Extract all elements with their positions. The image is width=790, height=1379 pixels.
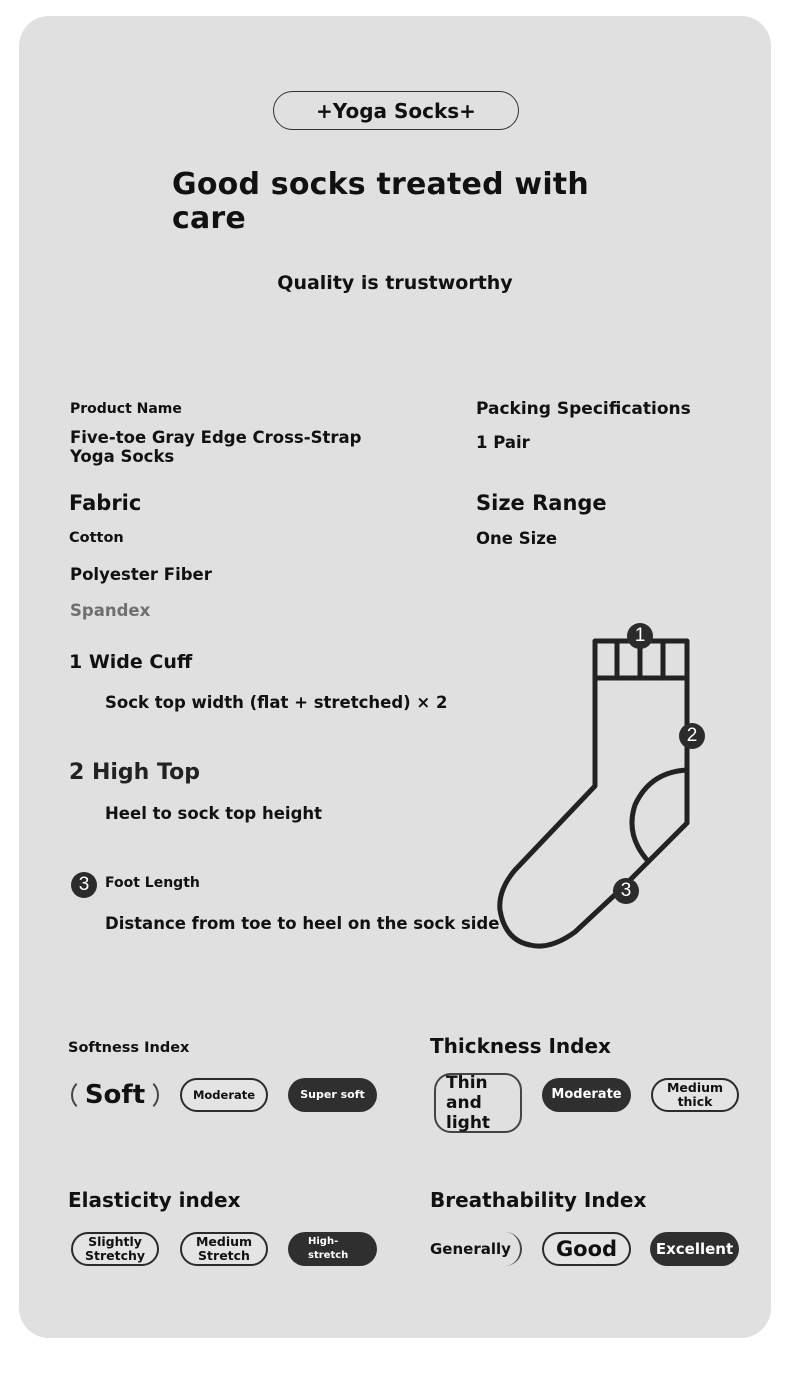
marker-2-icon: 2 (679, 723, 705, 749)
headline: Good socks treated with care (172, 167, 589, 236)
size-label: Size Range (476, 491, 607, 515)
packing-value: 1 Pair (476, 433, 530, 452)
product-name-label: Product Name (70, 401, 182, 417)
measure-foot-length-title: Foot Length (105, 875, 200, 891)
product-tag (273, 91, 519, 130)
softness-option-soft[interactable]: Soft (71, 1078, 159, 1112)
fabric-label: Fabric (69, 491, 142, 515)
breathability-option-generally[interactable]: Generally (430, 1232, 522, 1266)
marker-3-icon: 3 (71, 872, 97, 898)
fabric-cotton: Cotton (69, 530, 124, 546)
elasticity-title: Elasticity index (68, 1188, 241, 1212)
marker-1-icon: 1 (627, 623, 653, 649)
thickness-option-thin[interactable]: Thin and light (434, 1073, 522, 1133)
size-value: One Size (476, 529, 558, 548)
measure-high-top-desc: Heel to sock top height (105, 804, 323, 823)
measure-wide-cuff-desc: Sock top width (flat + stretched) × 2 (105, 693, 448, 712)
breathability-title: Breathability Index (430, 1188, 647, 1212)
marker-3-diagram-icon: 3 (613, 878, 639, 904)
sock-diagram-icon (480, 610, 720, 960)
thickness-option-medium-thick[interactable]: Medium thick (651, 1078, 739, 1112)
measure-foot-length-desc: Distance from toe to heel on the sock side (105, 914, 500, 933)
breathability-option-excellent[interactable]: Excellent (650, 1232, 739, 1266)
fabric-spandex: Spandex (70, 601, 151, 620)
elasticity-option-medium[interactable]: Medium Stretch (180, 1232, 268, 1266)
fabric-polyester: Polyester Fiber (70, 565, 212, 584)
thickness-title: Thickness Index (430, 1034, 611, 1058)
measure-wide-cuff-title: 1 Wide Cuff (69, 651, 193, 673)
softness-title: Softness Index (68, 1040, 190, 1056)
elasticity-option-slightly[interactable]: Slightly Stretchy (71, 1232, 159, 1266)
subtitle: Quality is trustworthy (277, 272, 513, 294)
measure-high-top-title: 2 High Top (69, 760, 200, 785)
packing-label: Packing Specifications (476, 399, 691, 419)
elasticity-option-high[interactable]: High-stretch (288, 1232, 377, 1266)
product-tag-label: +Yoga Socks+ (316, 98, 476, 123)
thickness-option-moderate[interactable]: Moderate (542, 1078, 631, 1112)
softness-option-super-soft[interactable]: Super soft (288, 1078, 377, 1112)
breathability-option-good[interactable]: Good (542, 1232, 631, 1266)
product-name-value: Five-toe Gray Edge Cross-Strap Yoga Socks (70, 428, 362, 466)
softness-option-moderate[interactable]: Moderate (180, 1078, 268, 1112)
